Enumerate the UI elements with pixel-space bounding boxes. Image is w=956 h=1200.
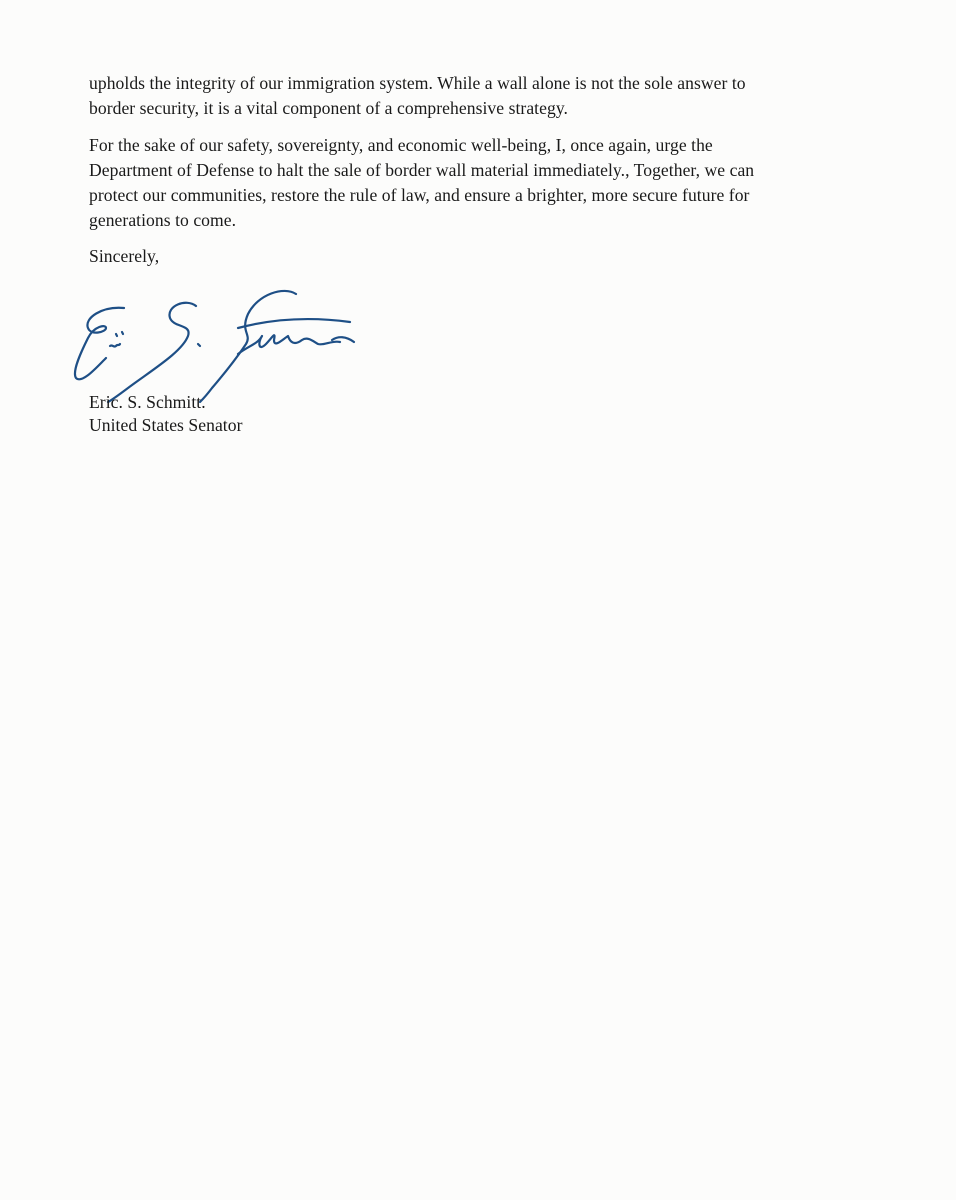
paragraph-line: generations to come. <box>89 210 237 230</box>
paragraph-line: For the sake of our safety, sovereignty, and economic well-being, I, once again, urge the <box>89 135 713 155</box>
handwritten-signature-icon <box>62 284 362 404</box>
closing-salutation: Sincerely, <box>89 246 160 266</box>
paragraph-line: border security, it is a vital component of a comprehensive strategy. <box>89 98 568 118</box>
paragraph-line: upholds the integrity of our immigration system. While a wall alone is not the sole answer to <box>89 73 746 93</box>
body-paragraph-1 <box>89 71 746 121</box>
signer-name: Eric. S. Schmitt. <box>89 392 206 412</box>
paragraph-line: protect our communities, restore the rule of law, and ensure a brighter, more secure future for <box>89 185 750 205</box>
body-paragraph-2 <box>89 133 754 233</box>
signer-title: United States Senator <box>89 415 243 435</box>
paragraph-line: Department of Defense to halt the sale of border wall material immediately., Together, we can <box>89 160 755 180</box>
